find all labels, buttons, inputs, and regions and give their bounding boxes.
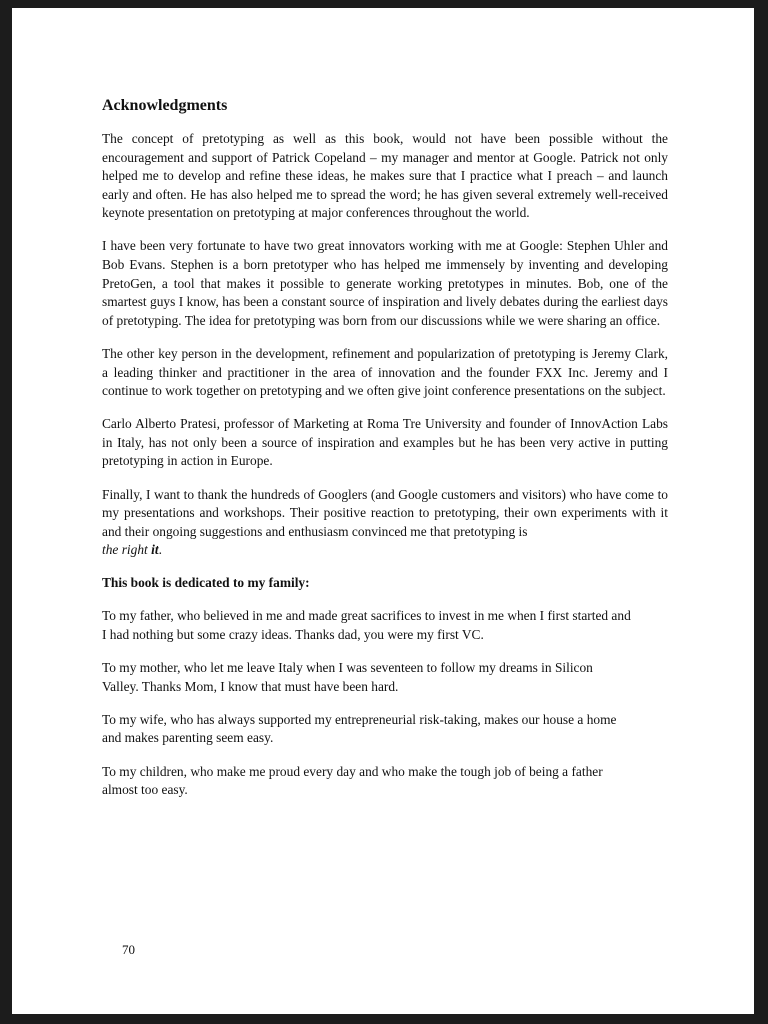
section-heading: Acknowledgments — [102, 97, 228, 114]
closing-bold-italic: it — [151, 542, 159, 558]
paragraph-googlers-text: Finally, I want to thank the hundreds of Googlers (and Google customers and visitors) who have come to my presentations and workshops. Their positive reaction to pretotyping, their own experiments with it and their ongoing suggestions and enthusiasm convinced me that pretotyping is — [102, 486, 668, 539]
dedication-mother: To my mother, who let me leave Italy when I was seventeen to follow my dreams in Silicon Valley. Thanks Mom, I know that must have been hard. — [102, 660, 593, 694]
paragraph-pratesi: Carlo Alberto Pratesi, professor of Marketing at Roma Tre University and founder of InnovAction Labs in Italy, has not only been a source of inspiration and examples but he has been very active in putting pretotyping in action in Europe. — [102, 416, 668, 469]
dedication-wife: To my wife, who has always supported my entrepreneurial risk-taking, makes our house a home and makes parenting seem easy. — [102, 711, 617, 746]
paragraph-copeland: The concept of pretotyping as well as this book, would not have been possible without the encouragement and support of Patrick Copeland – my manager and mentor at Google. Patrick not only helped me to develop and refine these ideas, he makes sure that I practice what I preach – and launch early and often. He has also helped me to spread the word; he has given several extremely well-received keynote presentation on pretotyping at major conferences throughout the world. — [102, 131, 668, 221]
dedication-children: To my children, who make me proud every day and who make the tough job of being a father almost too easy. — [102, 763, 603, 798]
dedication-heading: This book is dedicated to my family: — [102, 575, 310, 591]
paragraph-uhler-evans: I have been very fortunate to have two great innovators working with me at Google: Stephen Uhler and Bob Evans. Stephen is a born pretotyper who has helped me immensely by inventing and developing PretoGen, a tool that makes it possible to generate working pretotypes in minutes. Bob, one of the smartest guys I know, has been a constant source of inspiration and lively debates during the earliest days of pretotyping. The idea for pretotyping was born from our discussions while we were sharing an office. — [102, 238, 668, 328]
paragraph-clark: The other key person in the development, refinement and popularization of pretotyping is Jeremy Clark, a leading thinker and practitioner in the area of innovation and the founder FXX Inc. Jeremy and I continue to work together on pretotyping and we often give joint conference presentations on the subject. — [102, 345, 668, 399]
closing-italic: the right — [102, 542, 148, 558]
closing-period: . — [158, 542, 162, 558]
page-number: 70 — [122, 942, 135, 957]
page-content — [102, 96, 668, 814]
paragraph-googlers — [102, 486, 668, 560]
document-page — [12, 8, 754, 1014]
dedication-father: To my father, who believed in me and made great sacrifices to invest in me when I first started and I had nothing but some crazy ideas. Thanks dad, you were my first VC. — [102, 608, 631, 643]
